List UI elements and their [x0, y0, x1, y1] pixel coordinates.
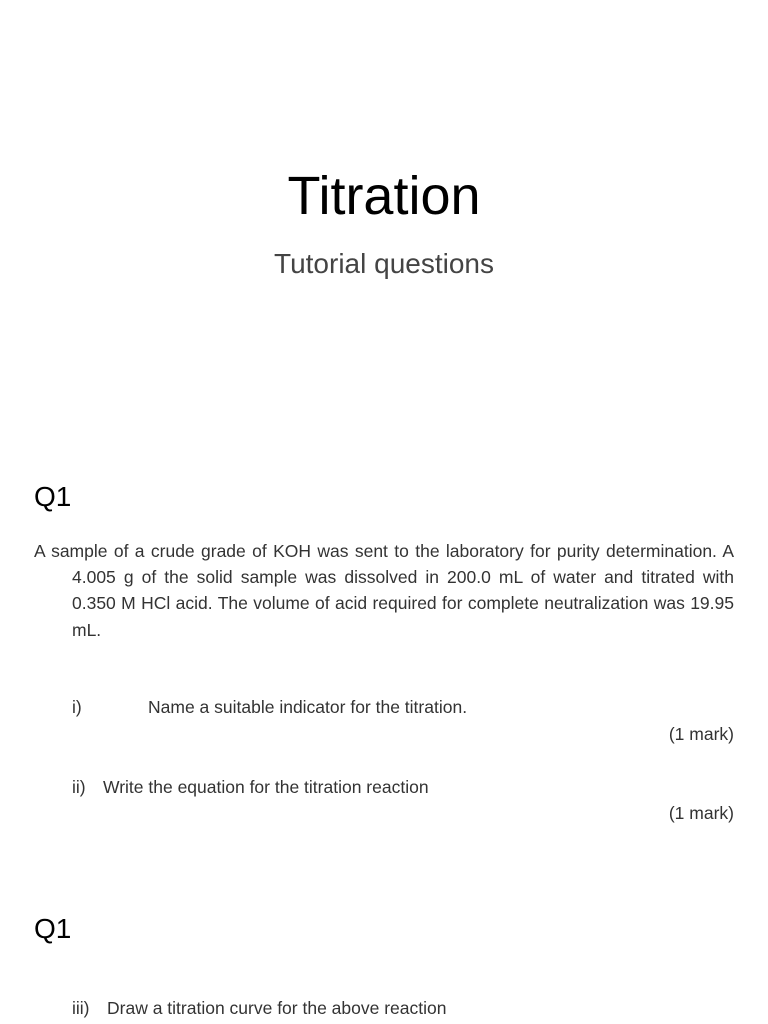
page-subtitle: Tutorial questions [274, 248, 494, 279]
sub-question-text: Draw a titration curve for the above reaction [107, 998, 447, 1018]
sub-question-number: i) [72, 697, 82, 717]
marks-label: (1 mark) [668, 724, 734, 744]
sub-question [72, 996, 446, 1020]
sub-question [72, 775, 429, 799]
sub-question-text: Name a suitable indicator for the titration. [148, 697, 468, 717]
question-heading: Q1 [34, 481, 72, 512]
sub-question-number: ii) [72, 777, 86, 797]
question-paragraph: A sample of a crude grade of KOH was sent to the laboratory for purity determination. A 4.005 g of the solid sample was dissolved in 200.0 mL of water and titrated with 0.350 M HCl acid. The volume of acid required for complete neutralization was 19.95 mL. [34, 541, 734, 640]
sub-question-text: Write the equation for the titration reaction [103, 777, 429, 797]
page-title: Titration [287, 166, 481, 226]
sub-question-number: iii) [72, 998, 90, 1018]
sub-question [72, 695, 467, 719]
question-heading: Q1 [34, 913, 72, 944]
marks-label: (1 mark) [668, 803, 734, 823]
